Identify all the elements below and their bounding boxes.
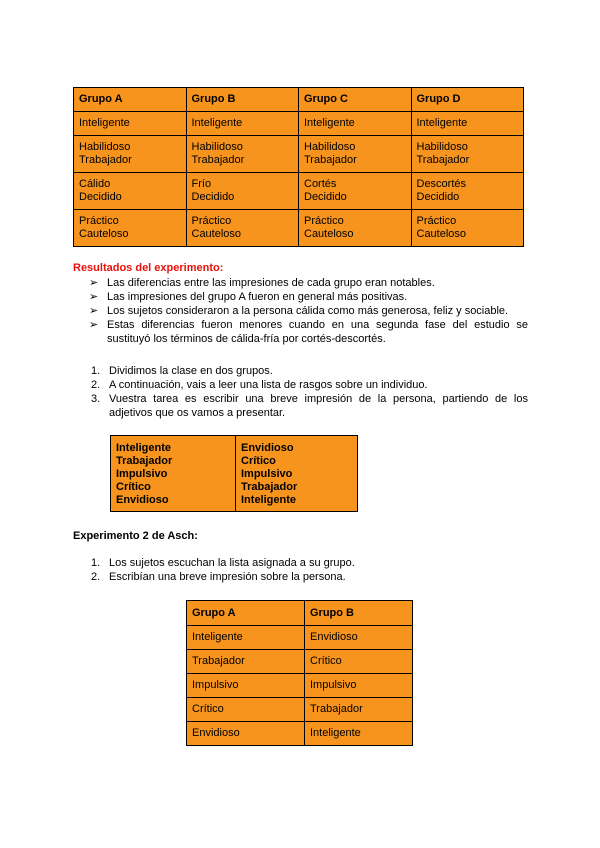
table-cell: Trabajador bbox=[187, 650, 305, 674]
table-cell: Descortés Decidido bbox=[411, 173, 524, 210]
list-item: 2. A continuación, vais a leer una lista de rasgos sobre un individuo. bbox=[91, 379, 428, 391]
table-row bbox=[74, 112, 524, 136]
table-cell: Inteligente bbox=[299, 112, 412, 136]
table-cell: Inteligente bbox=[74, 112, 187, 136]
table-cell: Envidioso bbox=[187, 722, 305, 746]
list-b-cell: Envidioso Crítico Impulsivo Trabajador Inteligente bbox=[236, 436, 358, 512]
table-row bbox=[74, 136, 524, 173]
trait-lists-box bbox=[110, 435, 358, 512]
table-cell: Inteligente bbox=[186, 112, 299, 136]
list-a-cell: Inteligente Trabajador Impulsivo Crítico Envidioso bbox=[111, 436, 236, 512]
list-item: 3. Vuestra tarea es escribir una breve impresión de la persona, partiendo de los adjetivos que os vamos a presentar. bbox=[91, 393, 528, 419]
table-row bbox=[187, 626, 413, 650]
arrow-bullet-icon: ➢ bbox=[89, 305, 99, 317]
table-cell: Práctico Cauteloso bbox=[186, 210, 299, 247]
table-cell: Frío Decidido bbox=[186, 173, 299, 210]
table-cell: Habilidoso Trabajador bbox=[186, 136, 299, 173]
results-title: Resultados del experimento: bbox=[73, 262, 224, 274]
list-item: 1. Dividimos la clase en dos grupos. bbox=[91, 365, 273, 377]
header-cell: Grupo B bbox=[186, 88, 299, 112]
list-item: 1. Los sujetos escuchan la lista asignada a su grupo. bbox=[91, 557, 355, 569]
table-cell: Inteligente bbox=[187, 626, 305, 650]
experiment2-title: Experimento 2 de Asch: bbox=[73, 530, 198, 542]
table-cell: Inteligente bbox=[305, 722, 413, 746]
table-cell: Cálido Decidido bbox=[74, 173, 187, 210]
table-header-row bbox=[187, 601, 413, 626]
table-row bbox=[74, 173, 524, 210]
header-cell: Grupo A bbox=[187, 601, 305, 626]
arrow-bullet-icon: ➢ bbox=[89, 319, 99, 331]
arrow-bullet-icon: ➢ bbox=[89, 291, 99, 303]
table-cell: Crítico bbox=[305, 650, 413, 674]
arrow-bullet-icon: ➢ bbox=[89, 277, 99, 289]
list-item: ➢ Estas diferencias fueron menores cuando en una segunda fase del estudio se sustituyó los términos de cálida-fría por cortés-descortés. bbox=[89, 319, 528, 345]
table-row bbox=[187, 674, 413, 698]
table-cell: Habilidoso Trabajador bbox=[299, 136, 412, 173]
table-row bbox=[187, 698, 413, 722]
traits-table-1 bbox=[73, 87, 524, 247]
table-cell: Habilidoso Trabajador bbox=[411, 136, 524, 173]
header-cell: Grupo A bbox=[74, 88, 187, 112]
table-row bbox=[111, 436, 358, 512]
table-header-row bbox=[74, 88, 524, 112]
traits-table-2 bbox=[186, 600, 413, 746]
header-cell: Grupo D bbox=[411, 88, 524, 112]
table-cell: Impulsivo bbox=[187, 674, 305, 698]
list-item: 2. Escribían una breve impresión sobre la persona. bbox=[91, 571, 346, 583]
header-cell: Grupo C bbox=[299, 88, 412, 112]
table-cell: Práctico Cauteloso bbox=[299, 210, 412, 247]
table-cell: Crítico bbox=[187, 698, 305, 722]
table-cell: Trabajador bbox=[305, 698, 413, 722]
results-list bbox=[73, 276, 528, 346]
list-item: ➢ Las diferencias entre las impresiones de cada grupo eran notables. bbox=[89, 277, 435, 289]
experiment2-list bbox=[73, 556, 528, 584]
table-row bbox=[187, 722, 413, 746]
table-cell: Práctico Cauteloso bbox=[411, 210, 524, 247]
table-row bbox=[74, 210, 524, 247]
list-item: ➢ Los sujetos consideraron a la persona cálida como más generosa, feliz y sociable. bbox=[89, 305, 509, 317]
table-cell: Inteligente bbox=[411, 112, 524, 136]
table-cell: Práctico Cauteloso bbox=[74, 210, 187, 247]
list-item: ➢ Las impresiones del grupo A fueron en general más positivas. bbox=[89, 291, 408, 303]
procedure-list bbox=[73, 364, 528, 420]
table-cell: Cortés Decidido bbox=[299, 173, 412, 210]
header-cell: Grupo B bbox=[305, 601, 413, 626]
table-cell: Envidioso bbox=[305, 626, 413, 650]
table-row bbox=[187, 650, 413, 674]
table-cell: Impulsivo bbox=[305, 674, 413, 698]
table-cell: Habilidoso Trabajador bbox=[74, 136, 187, 173]
